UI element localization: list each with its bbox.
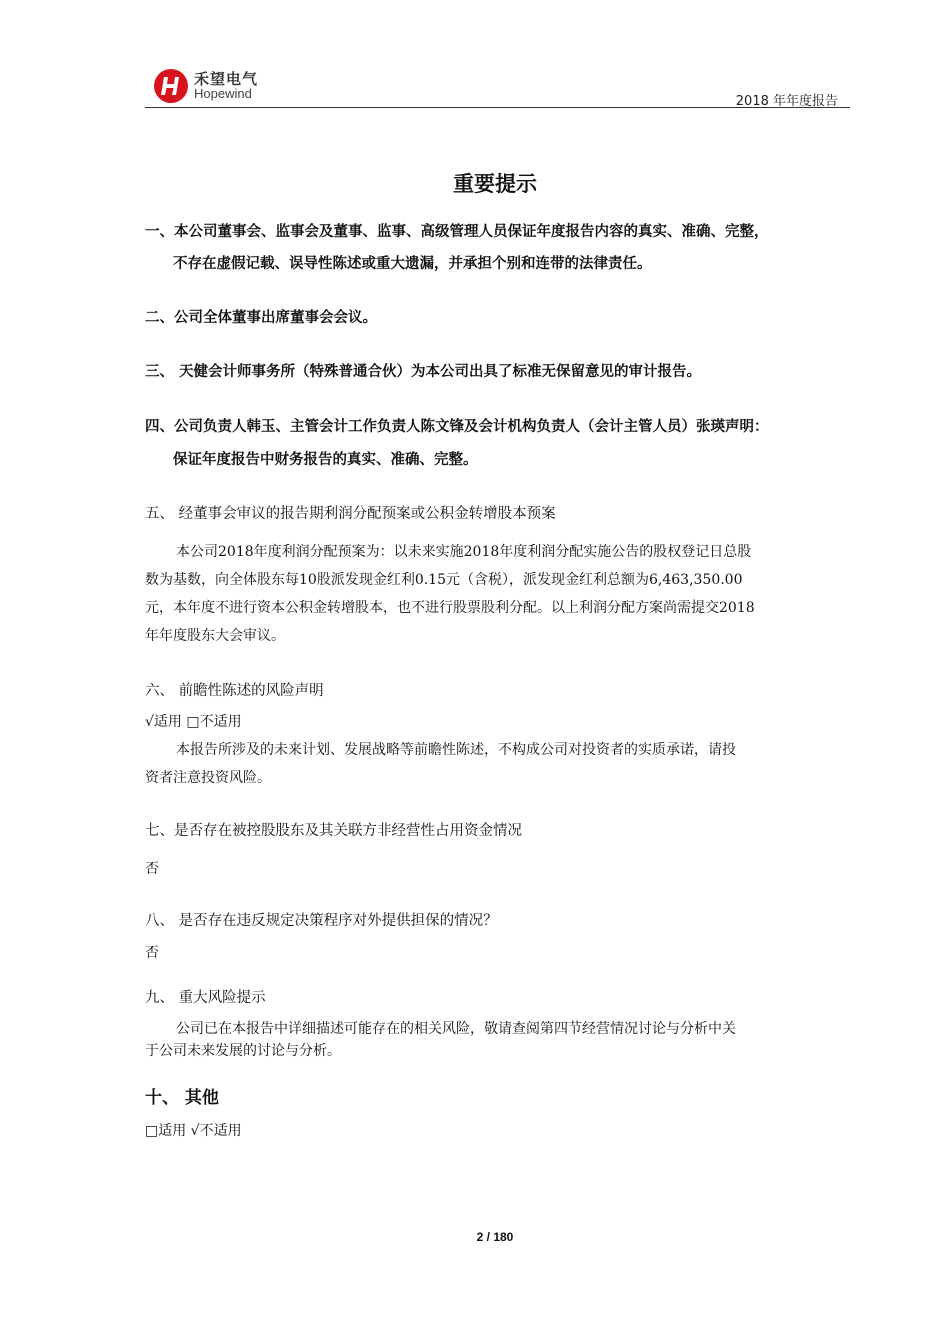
item-6-heading: 六、 前瞻性陈述的风险声明 xyxy=(145,683,324,699)
item-2: 二、公司全体董事出席董事会会议。 xyxy=(145,310,377,326)
item-7-answer: 否 xyxy=(145,861,159,877)
item-9-heading: 九、 重大风险提示 xyxy=(145,990,266,1006)
logo-english-name: Hopewind xyxy=(194,86,252,101)
item-5-para-line-3: 元，本年度不进行资本公积金转增股本，也不进行股票股利分配。以上利润分配方案尚需提交2018 xyxy=(145,600,755,616)
item-5-heading: 五、 经董事会审议的报告期利润分配预案或公积金转增股本预案 xyxy=(145,506,556,522)
item-9-para-line-1: 公司已在本报告中详细描述可能存在的相关风险，敬请查阅第四节经营情况讨论与分析中关 xyxy=(176,1021,736,1037)
item-3: 三、 天健会计师事务所（特殊普通合伙）为本公司出具了标准无保留意见的审计报告。 xyxy=(145,364,702,380)
item-7-heading: 七、是否存在被控股股东及其关联方非经营性占用资金情况 xyxy=(145,823,522,839)
item-8-answer: 否 xyxy=(145,945,159,961)
report-header-title: 2018 年年度报告 xyxy=(735,94,838,109)
item-6-para-line-2: 资者注意投资风险。 xyxy=(145,770,271,786)
item-5-para-line-4: 年年度股东大会审议。 xyxy=(145,628,285,644)
page-number: 2 / 180 xyxy=(476,1230,514,1244)
hopewind-logo-icon xyxy=(153,68,189,104)
item-5-para-line-2: 数为基数，向全体股东每10股派发现金红利0.15元（含税），派发现金红利总额为6,463,350.00 xyxy=(145,572,743,588)
header-divider xyxy=(145,107,850,108)
item-1-line-1: 一、本公司董事会、监事会及董事、监事、高级管理人员保证年度报告内容的真实、准确、完整， xyxy=(145,224,769,240)
item-1-line-2: 不存在虚假记载、误导性陈述或重大遗漏，并承担个别和连带的法律责任。 xyxy=(173,256,652,272)
page-title: 重要提示 xyxy=(453,172,537,196)
item-4-line-1: 四、公司负责人韩玉、主管会计工作负责人陈文锋及会计机构负责人（会计主管人员）张瑛声明： xyxy=(145,419,769,435)
item-6-applicability: √适用 □不适用 xyxy=(145,714,242,730)
item-5-para-line-1: 本公司2018年度利润分配预案为：以未来实施2018年度利润分配实施公告的股权登记日总股 xyxy=(176,544,752,560)
item-8-heading: 八、 是否存在违反规定决策程序对外提供担保的情况？ xyxy=(145,913,498,929)
logo-chinese-name: 禾望电气 xyxy=(194,70,259,88)
item-10-applicability: □适用 √不适用 xyxy=(145,1123,242,1139)
item-6-para-line-1: 本报告所涉及的未来计划、发展战略等前瞻性陈述，不构成公司对投资者的实质承诺，请投 xyxy=(176,742,736,758)
item-10-heading: 十、 其他 xyxy=(145,1088,219,1108)
item-4-line-2: 保证年度报告中财务报告的真实、准确、完整。 xyxy=(173,452,478,468)
item-9-para-line-2: 于公司未来发展的讨论与分析。 xyxy=(145,1043,341,1059)
company-logo xyxy=(153,68,273,104)
